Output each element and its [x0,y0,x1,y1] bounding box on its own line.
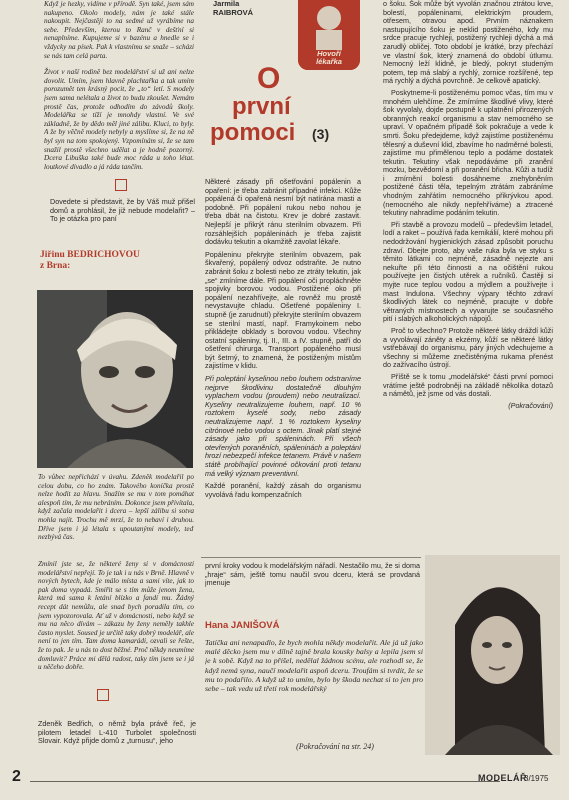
title-o: O [257,62,281,95]
bedrich-text-1 [38,473,194,555]
right-continued: (Pokračování) [508,400,553,410]
bedrich-text-2 [38,560,194,680]
main-paragraph-4: Každé poranění, každý zásah do organismu vyvolává řadu kompenzačních [205,481,361,499]
portrait-photo-janisova [425,555,560,755]
series-badge [298,0,360,70]
left-intro-column [44,0,194,335]
issue-number: 3/1975 [524,774,549,783]
author-top: Jarmila RAIBROVÁ [213,0,254,17]
main-paragraph-3: Při poleptání kyselinou nebo louhem odstraníme nejprve škodlivinu dostatečně dlouhým vyplachem vodou (proudem) nebo neutralizací. Kyseliny neutralizujeme louhem, např. 10 % roztokem kyselé sody, nebo zásady neutralizujeme např. 1 % roztokem kyseliny citrónové nebo vodou s octem. Jinak platí stejné zásady jako při spáleninách. Při všech otevřených poraněních, spáleninách a poleptání hrozí nebezpečí infekce tetanem. Právě v našem státě probíhající povinné očkování proti tetanu má velký význam preventivní. [205,374,361,478]
hana-text: Tatíčka ani nenapadlo, že bych mohla někdy modelařit. Ale já už jako malé děcko jsem mu v dílně tajně brala kousky balsy a lepila jsem si je k sobě. Když na to přišel, nedělal žádnou scénu, ale rozhodl se, že když nemá syna, naučí modelařit aspoň dceru. Troufám si tvrdit, že se mu to podařilo. A když už to umím, bylo by škoda nechat si to jen pro sebe – tak vedu už třetí rok modelářský [205,638,423,694]
bedrich-subhead: Jiřinu BEDŘICHOVOU z Brna: [40,250,140,271]
portrait-image-2 [425,555,560,755]
hana-block [205,638,423,748]
title-pomoci: pomoci [210,119,296,146]
section-divider [201,557,421,558]
mid-lower-text: první kroky vodou k modelářským nářadí. Nestačilo mu, že si doma „hraje“ sám, ještě tomu naučil svou dceru, která se provdaná jmenuje [205,562,420,588]
page-number: 2 [12,768,21,785]
mid-lower-block [205,562,420,610]
bedrich-answer-paragraph: To vůbec nepřichází v úvahu. Zdeněk modelařil po celou dobu, co ho znám. Takového koníčka prostě nelze hodit za hlavu. Snažím se mu v tom pomáhat alespoň tím, že mu nebráním. Dokonce jsem přivítala, když začala modelařit i dcera – lepší zálibu si sotva mohla najít. Trochu mě mrzí, že to nebaví i druhou. Dříve jsem i já létala s upoutanými modely, teď nezbývá čas. [38,473,194,542]
right-paragraph-1: o šoku. Šok může být vyvolán značnou ztrátou krve, bolestí, popáleninami, elektrickým proudem, otřesem, otravou apod. Prvním náznakem nastupujícího šoku je neklid postiženého, kdy mu srdce pracuje rychleji, postižený rychleji dýchá a má zarudlý obličej. Toto období je krátké, brzy přechází ve vlastní šok, který znamená do období útlumu. Nemocný leží klidně, je bledý, pokryt studeným potem, tep má slabý a rychlý, zornice rozšířené, tep má rychlý a dýchá povrchně. Je celkově apatický. [383,0,553,86]
main-paragraph-1: Některé zásady při ošetřování popálenin a opaření: je třeba zabránit případné infekci. Kůže popálená či opařená nesmí být natírána masti a podobně. Při popálení rukou nebo nohou je třeba dbát na čistotu. Krev je dobré zastavit. Nejlepší je přikrýt ránu sterilním obvazem. Při rozsáhlejších popáleninách je třeba zajistit dodávku tekutin a okamžitě zavolat lékaře. [205,178,361,247]
portrait-photo-bedrichova [37,290,193,468]
magazine-name: MODELÁŘ [478,773,527,783]
section-marker-square-2 [97,689,109,701]
left-intro-paragraph-2: Život v naší rodině bez modelářství si už ani nelze dovolit. Umím, jsem hlavně plachtařka a tak umím porozumět ten krásný pocit, že „to“ letí. S modely jsem sama nelétala a život to budu zkoušet. Nemám prostě čas, protože odhodím do závodů školy. Modelářka se tíží je mnohdy vlastní. Ve své základně, že by dědo měl jiné zálibu. Kluci, to byly. A že by věčně modely nebyly a myslíme si, že na ně byl syn na tom spokojený. Vzpomínám si, že se tam snažil prostě všechno udělat a je hodně pozorný. Dcera Libuška také bude moc ráda u toho létat. loutkové divadlo a já ráda tančím. [44,68,194,171]
title-prvni: první [232,93,291,120]
portrait-image [37,290,193,468]
bedrich-footer-block [38,720,196,758]
right-article-column [383,0,553,536]
hana-continued: (Pokračování na str. 24) [296,742,374,751]
invite-text: Dovedete si představit, že by Váš muž přišel domů a prohlásil, že již nebude modelařit? – To je otázka pro paní [50,198,195,224]
bedrich-footer-text: Zdeněk Bedřich, o němž byla právě řeč, je pilotem letadel L-410 Turbolet společnosti Slovair. Když přijde domů z „turnusu“, jeho [38,720,196,746]
right-paragraph-5: Příště se k tomu „modelářské“ části první pomoci vrátíme ještě podrobněji na základě několika dotazů a námětů, jež jsme od vás dostali. [383,371,553,399]
main-article-column [205,178,361,553]
section-marker-square [115,179,127,191]
bedrich-answer-paragraph-2: Zmínil jste se, že některé ženy si v domácnosti modelářství nepřejí. To je tak i u nás v Brně. Hlavně v nových bytech, kde je málo místa a sami víte, jak to pak doma vypadá. Smiřit se s tím může jenom žena, která má sama k letání blízko a fandí mu. Žádný recept dát nemůžu, ale snad bych poradila tím, co jsem vypozorovala. Ať už v domácnosti, nebo když se mu na něco dívám – zákazu by ženy neměly takhle často myslet. Soused je určitě taky dobrý modelář, ale není to jen tím. Tam doma kamarádi, ozvali se řešte, že to pak. Je u nás to dost běžné. Proč někdy neumíme domluvit? Práce mi dělá radost, taky tím jsem se i já u něčeho dobře. [38,560,194,672]
hana-name: Hana JANIŠOVÁ [205,620,280,631]
right-paragraph-3: Při stavbě a provozu modelů – především letadel, lodí a raket – používá řada kemikálií, které mohou při nedodržování hygienických zásad způsobit poruchu zdraví. Dbejte proto, aby vaše ruka byla ve styku s těmito látkami co nejméně, zásadně nejezte ani nekuřte při této činnosti a na očištění rukou používejte jen čistých utěrek a ručníků. Častěji si myjte ruce teplou vodou a mýdlem a používejte i mast Indulona. Všechny výpary těchto zdraví škodlivých látek co nejméně, pracujte v dobře větraných místnostech a vyvarujte se současného pití i slabých alkoholických nápojů. [383,219,553,324]
title-part-number: (3) [312,126,330,142]
footer-rule [30,781,500,782]
main-paragraph-2: Popáleninu překryjte sterilním obvazem, pak škvařený, popálený odvoz odstraňte. Je nutno zabránit šoku z bolesti nebo ze ztráty tekutin, jak „se“ zmíníme dále. Při popálení oči propláchněte spojivky borovou vodou. Postižené oko při popálení nezahřívejte, ale rovněž mu prostě nevystavujte chladu. Ošetřené popáleniny I. stupně (je zarudnutí) překryjte sterilním obvazem se sterilní mastí, např. Framykoinem nebo přikládejte obklady s borovou vodou. Všechny ostatní spáleniny, tj. II., III. a IV. stupně, patří do ošetření chirurga. Transport popáleného musí být šetrný, to znamená, že postiženým místům zajistíme v klidu. [205,249,361,371]
invite-block [50,198,195,236]
right-paragraph-2: Poskytneme-li postiženému pomoc včas, tím mu v mnohém ulehčíme. Že zmírníme škodlivé vlivy, které šok vyvolaly, dojde postupně k uplatnění přirozených obranných reakcí organismu a stav nemocného se upraví. V opačném případě šok pokračuje a vede k smrti. Šoku předejdeme, když zajistíme postiženému tělesný a duševní klid, zbavíme ho nadměrné bolesti, zajistíme mu přimělenou teplo a podáme dostatek tekutin. Tekutiny však nepodáváme při zranění mozku, bezvědomí a při poranění břicha. Kůži a tudíž i zmírnění bolesti dosáhneme znehybněním postižené části těla, tepelným ztrátám zabráníme vhodným zahřátím nemocného přikrývkou apod. (nemocného ale nikdy nepřehříváme) a ztracené tekutiny nahradíme podáním tekutin. [383,87,553,218]
right-paragraph-4: Proč to všechno? Protože některé látky dráždí kůži a vyvolávají záněty a ekzémy, kůží se některé látky vstřebávají do organismu, páry jiných vdechujeme a všechny si můžeme znečistěnýma rukama přenést do zažívacího ústrojí. [383,325,553,370]
series-badge-label: Hovoří lékařka [316,49,342,66]
left-intro-paragraph-1: Když je hezky, vidíme v přírodě. Syn také, jsem sám nakupeno. Okolo modely, nám je také stále nakoupit. Nejčastěji to na sedmé už vyrábíme na sebe. Především, kterou to Ranč v dešťní si nenaplníme. Kupujeme si v bazénu a hnedle se i vždycky na písek. Pak k vlastnímu se snaže – schází se nás tam celá parta. [44,0,194,60]
